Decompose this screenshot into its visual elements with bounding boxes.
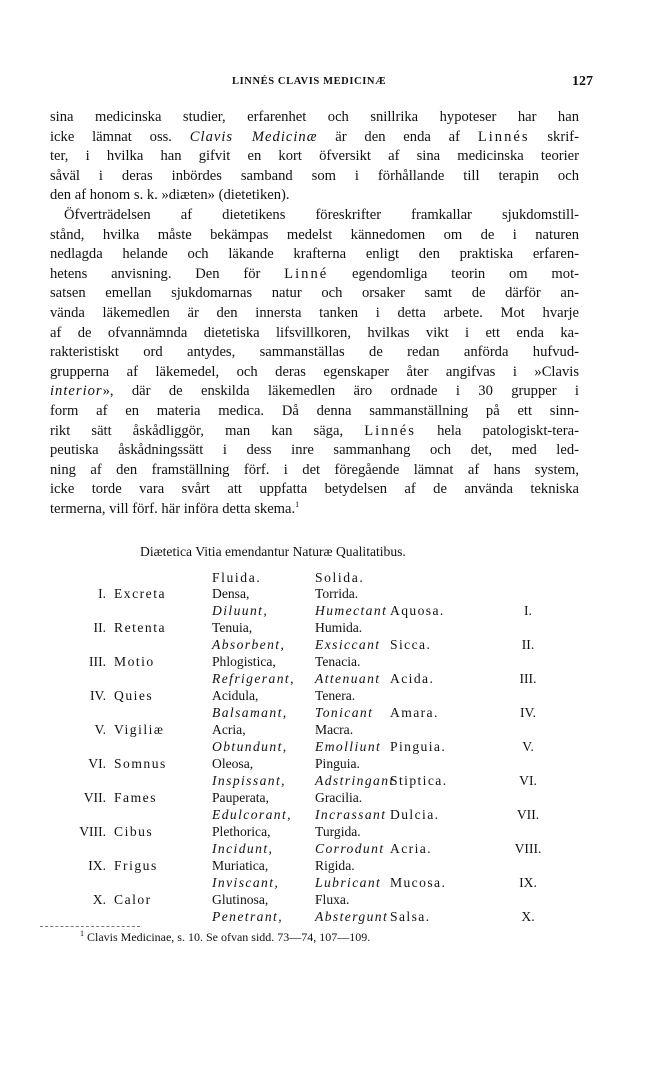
schema-row-remedies: [60, 705, 580, 721]
schema-row: [60, 620, 580, 636]
emphasized-word: Linné: [284, 265, 329, 282]
body-text: [50, 108, 579, 519]
solida-vitium: Tenera.: [315, 688, 356, 703]
text-line: ning af den framställning förf. i det föregående lämnat af hans system,: [50, 461, 579, 478]
solida-vitium: Rigida.: [315, 858, 355, 873]
schema-row: [60, 654, 580, 670]
diaetetica-name: Frigus: [114, 858, 158, 873]
diaetetica-name: Fames: [114, 790, 157, 805]
emphasized-word: Linnés: [477, 128, 530, 145]
row-number: IX.: [88, 858, 106, 873]
text-line: rakteristiskt ord antydes, sammanställas de redan anförda hufvud-: [50, 344, 579, 361]
qualitas: Mucosa.: [390, 874, 447, 890]
solida-vitium: Tenacia.: [315, 654, 361, 669]
fluida-vitium: Tenuia,: [212, 620, 253, 635]
schema-row: [60, 722, 580, 738]
fluida-vitium: Acria,: [212, 722, 246, 737]
solida-remedy: Abstergunt: [315, 908, 389, 924]
column-header-fluida: Fluida.: [212, 570, 262, 585]
diaetetica-name: Retenta: [114, 620, 167, 635]
schema-row-remedies: [60, 841, 580, 857]
qualitas: Aquosa.: [390, 602, 445, 618]
solida-vitium: Pinguia.: [315, 756, 360, 771]
text-line: icke lämnat oss. Clavis Medicinæ är den enda af Linnés skrif-: [50, 128, 579, 145]
solida-remedy: Emolliunt: [315, 738, 382, 754]
text-line: Öfverträdelsen af dietetikens föreskrifter framkallar sjukdomstill-: [64, 206, 579, 223]
text-line: interior», där de enskilda läkemedlen äro ordnade i 30 grupper i: [50, 383, 579, 400]
fluida-vitium: Glutinosa,: [212, 892, 269, 907]
text-line: den af honom s. k. »diæten» (dietetiken).: [50, 187, 290, 204]
text-line: stånd, hvilka måste bekämpas medelst kännedomen om de i naturen: [50, 226, 579, 243]
solida-remedy: Attenuant: [315, 670, 381, 686]
page-header: [0, 76, 672, 96]
schema-row-remedies: [60, 671, 580, 687]
row-number: VII.: [83, 790, 106, 805]
footnote-divider: [40, 926, 140, 927]
schema-row-remedies: [60, 773, 580, 789]
schema-row-remedies: [60, 603, 580, 619]
qualitas: Acida.: [390, 670, 435, 686]
group-number: VIII.: [514, 840, 542, 856]
solida-vitium: Humida.: [315, 620, 363, 635]
group-number: I.: [524, 602, 532, 618]
solida-vitium: Gracilia.: [315, 790, 363, 805]
text-line: nedlagda helande och läkande krafterna enligt den praktiska erfaren-: [50, 246, 579, 263]
solida-remedy: Corrodunt: [315, 840, 385, 856]
group-number: IX.: [519, 874, 537, 890]
diaetetica-name: Somnus: [114, 756, 167, 771]
qualitas: Dulcia.: [390, 806, 440, 822]
schema-row: [60, 586, 580, 602]
footnote: [80, 930, 370, 945]
qualitas: Sicca.: [390, 636, 432, 652]
group-number: III.: [519, 670, 537, 686]
fluida-remedy: Absorbent,: [212, 636, 286, 652]
emphasized-word: interior: [50, 383, 103, 400]
schema-row: [60, 756, 580, 772]
fluida-vitium: Muriatica,: [212, 858, 269, 873]
schema-title: Diætetica Vitia emendantur Naturæ Qualitatibus.: [140, 544, 406, 559]
fluida-remedy: Inviscant,: [212, 874, 280, 890]
solida-remedy: Exsiccant: [315, 636, 381, 652]
schema-row: [60, 790, 580, 806]
row-number: I.: [98, 586, 106, 601]
emphasized-word: Linnés: [364, 422, 416, 439]
schema-row-remedies: [60, 807, 580, 823]
text-line: form af en materia medica. Då denna sammanställning på ett sinn-: [50, 402, 579, 419]
diaetetica-name: Calor: [114, 892, 152, 907]
diaetetica-name: Cibus: [114, 824, 154, 839]
row-number: III.: [89, 654, 106, 669]
text-line: satsen emellan sjukdomarnas natur och orsaker samt de därför an-: [50, 285, 579, 302]
diaetetica-name: Excreta: [114, 586, 167, 601]
footnote-text: Clavis Medicinae, s. 10. Se ofvan sidd. 73—74, 107—109.: [87, 930, 371, 944]
row-number: V.: [94, 722, 106, 737]
solida-remedy: Lubricant: [315, 874, 382, 890]
running-head: LINNÉS CLAVIS MEDICINÆ: [232, 76, 387, 87]
fluida-remedy: Balsamant,: [212, 704, 288, 720]
fluida-remedy: Refrigerant,: [212, 670, 295, 686]
group-number: IV.: [520, 704, 536, 720]
fluida-remedy: Edulcorant,: [212, 806, 292, 822]
group-number: II.: [521, 636, 535, 652]
solida-remedy: Tonicant: [315, 704, 374, 720]
solida-remedy: Humectant: [315, 602, 388, 618]
emphasized-word: Clavis Medicinæ: [189, 128, 318, 145]
schema-row-remedies: [60, 875, 580, 891]
row-number: X.: [92, 892, 106, 907]
footnote-number: 1: [80, 929, 84, 938]
schema-row: [60, 858, 580, 874]
solida-remedy: Incrassant: [315, 806, 387, 822]
group-number: VII.: [516, 806, 540, 822]
text-line: peutiska åskådningssätt i dess inre sammanhang och det, med led-: [50, 442, 579, 459]
schema-column-headers: [60, 570, 580, 586]
fluida-remedy: Obtundunt,: [212, 738, 288, 754]
fluida-remedy: Diluunt,: [212, 602, 269, 618]
schema-row-remedies: [60, 637, 580, 653]
column-header-solida: Solida.: [315, 570, 365, 585]
schema-row: [60, 892, 580, 908]
text-line: ter, i hvilka han gifvit en kort öfversikt af sina medicinska teorier: [50, 148, 579, 165]
text-line: sina medicinska studier, erfarenhet och snillrika hypoteser har han: [50, 109, 579, 125]
fluida-remedy: Incidunt,: [212, 840, 274, 856]
schema-row: [60, 688, 580, 704]
page-number: 127: [572, 74, 593, 89]
fluida-vitium: Oleosa,: [212, 756, 254, 771]
diaetetica-name: Vigiliæ: [114, 722, 165, 737]
row-number: IV.: [90, 688, 106, 703]
fluida-vitium: Phlogistica,: [212, 654, 276, 669]
row-number: VIII.: [79, 824, 106, 839]
fluida-vitium: Pauperata,: [212, 790, 269, 805]
qualitas: Stiptica.: [390, 772, 448, 788]
text-line: icke torde vara svårt att uppfatta betydelsen af de använda tekniska: [50, 481, 579, 498]
solida-vitium: Torrida.: [315, 586, 359, 601]
fluida-remedy: Penetrant,: [212, 908, 284, 924]
text-line: grupperna af läkemedel, och deras egenskaper åter angifvas i »Clavis: [50, 363, 579, 380]
fluida-vitium: Densa,: [212, 586, 250, 601]
solida-remedy: Adstringant: [315, 772, 395, 788]
qualitas: Pinguia.: [390, 738, 447, 754]
qualitas: Salsa.: [390, 908, 431, 924]
text-line: [50, 500, 579, 520]
row-number: II.: [93, 620, 106, 635]
footnote-marker: 1: [295, 500, 300, 510]
diaetetica-name: Quies: [114, 688, 154, 703]
row-number: VI.: [88, 756, 106, 771]
text-line: vända läkemedlen är den innersta tanken i detta arbete. Mot hvarje: [50, 304, 579, 321]
schema-row-remedies: [60, 739, 580, 755]
qualitas: Acria.: [390, 840, 432, 856]
text-line: rikt sätt åskådliggör, man kan säga, Linnés hela patologiskt-tera-: [50, 422, 579, 439]
group-number: V.: [522, 738, 534, 754]
schema-row-remedies: [60, 909, 580, 925]
diaetetica-name: Motio: [114, 654, 155, 669]
fluida-vitium: Acidula,: [212, 688, 259, 703]
group-number: X.: [521, 908, 535, 924]
schema-row: [60, 824, 580, 840]
qualitas: Amara.: [390, 704, 439, 720]
fluida-remedy: Inspissant,: [212, 772, 286, 788]
text-line: af de ofvannämnda dietetiska lifsvillkoren, hvilkas vikt i ett enda ka-: [50, 324, 579, 341]
solida-vitium: Turgida.: [315, 824, 361, 839]
text-line: hetens anvisning. Den för Linné egendomliga teorin om mot-: [50, 265, 579, 282]
text-line: såväl i deras inbördes samband som i förhållande till terapin och: [50, 167, 579, 184]
solida-vitium: Fluxa.: [315, 892, 350, 907]
solida-vitium: Macra.: [315, 722, 354, 737]
fluida-vitium: Plethorica,: [212, 824, 271, 839]
text-line-content: termerna, vill förf. här införa detta skema.: [50, 500, 296, 517]
group-number: VI.: [519, 772, 537, 788]
